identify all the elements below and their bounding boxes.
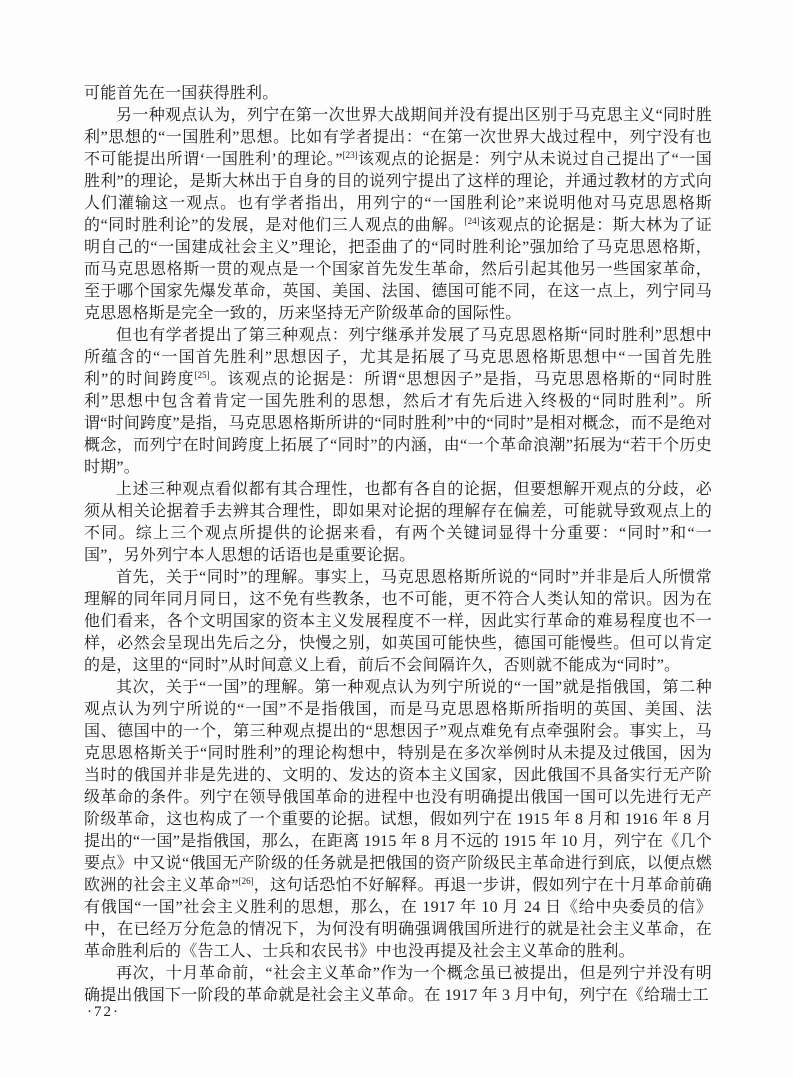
paragraph-continuation <box>84 83 712 105</box>
paragraph-october-revolution <box>84 963 712 1007</box>
footnote-ref-24: [24] <box>464 216 480 226</box>
paragraph-third-viewpoint <box>84 325 712 479</box>
text-segment: 该观点的论据是：斯大林为了证明自己的“一国建成社会主义”理论，把歪曲了的“同时胜利论”强加给了马克思恩格斯，而马克思恩格斯一贯的观点是一个国家首先发生革命，然后引起其他另一些国家革命，至于哪个国家先爆发革命，英国、美国、法国、德国可能不同，在这一点上，列宁同马克思恩格斯是完全一致的，历来坚持无产阶级革命的国际性。 <box>84 217 712 322</box>
text-segment: 另一种观点认为，列宁在第一次世界大战期间并没有提出区别于马克思主义“同时胜利”思想的“一国胜利”思想。比如有学者提出：“在第一次世界大战过程中，列宁没有也不可能提出所谓‘一国胜利’的理论。” <box>84 107 712 168</box>
footnote-ref-26: [26] <box>238 876 254 886</box>
paragraph-on-one-country <box>84 677 712 963</box>
paragraph-on-simultaneous <box>84 567 712 677</box>
paragraph-second-viewpoint <box>84 105 712 325</box>
footnote-ref-25: [25] <box>194 370 210 380</box>
text-segment: 可能首先在一国获得胜利。 <box>84 85 279 102</box>
text-segment: 首先，关于“同时”的理解。事实上，马克思恩格斯所说的“同时”并非是后人所惯常理解的同年同月同日，这不免有些教条，也不可能，更不符合人类认知的常识。因为在他们看来，各个文明国家的资本主义发展程度不一样，因此实行革命的难易程度也不一样，必然会呈现出先后之分，快慢之别，如英国可能快些，德国可能慢些。但可以肯定的是，这里的“同时”从时间意义上看，前后不会间隔许久，否则就不能成为“同时”。 <box>84 569 712 674</box>
text-segment: 其次，关于“一国”的理解。第一种观点认为列宁所说的“一国”就是指俄国，第二种观点认为列宁所说的“一国”不是指俄国，而是马克思恩格斯所指明的英国、美国、法国、德国中的一个，第三种观点提出的“思想因子”观点难免有点牵强附会。事实上，马克思恩格斯关于“同时胜利”的理论构想中，特别是在多次举例时从未提及过俄国，因为当时的俄国并非是先进的、文明的、发达的资本主义国家，因此俄国不具备实行无产阶级革命的条件。列宁在领导俄国革命的进程中也没有明确提出俄国一国可以先进行无产阶级革命，这也构成了一个重要的论据。试想，假如列宁在 1915 年 8 月和 1916 年 8 月提出的“一国”是指俄国，那么，在距离 1915 年 8 月不远的 1915 年 10 月，列宁在《几个要点》中又说“俄国无产阶级的任务就是把俄国的资产阶级民主革命进行到底，以便点燃欧洲的社会主义革命” <box>84 679 712 894</box>
text-segment: ，这句话恐怕不好解释。再退一步讲，假如列宁在十月革命前确有俄国“一国”社会主义胜利的思想，那么，在 1917 年 10 月 24 日《给中央委员的信》中，在已经万分危急的情况下，为何没有明确强调俄国所进行的就是社会主义革命，在革命胜利后的《告工人、士兵和农民书》中也没再提及社会主义革命的胜利。 <box>84 877 712 960</box>
text-segment: 。该观点的论据是：所谓“思想因子”是指，马克思恩格斯的“同时胜利”思想中包含着肯定一国先胜利的思想，然后才有先后进入终极的“同时胜利”。所谓“时间跨度”是指，马克思恩格斯所讲的“同时胜利”中的“同时”是相对概念，而不是绝对概念，而列宁在时间跨度上拓展了“同时”的内涵，由“一个革命浪潮”拓展为“若干个历史时期”。 <box>84 371 712 476</box>
text-segment: 再次，十月革命前，“社会主义革命”作为一个概念虽已被提出，但是列宁并没有明确提出俄国下一阶段的革命就是社会主义革命。在 1917 年 3 月中旬，列宁在《给瑞士工 <box>84 965 712 1004</box>
paragraph-summary <box>84 479 712 567</box>
text-segment: 该观点的论据是：列宁从未说过自己提出了“一国胜利”的理论，是斯大林出于自身的目的说列宁提出了这样的理论，并通过教材的方式向人们灌输这一观点。也有学者指出，用列宁的“一国胜利论”来说明他对马克思恩格斯的“同时胜利论”的发展，是对他们三人观点的曲解。 <box>84 151 712 234</box>
article-body <box>84 83 712 1007</box>
text-segment: 但也有学者提出了第三种观点：列宁继承并发展了马克思恩格斯“同时胜利”思想中所蕴含的“一国首先胜利”思想因子，尤其是拓展了马克思恩格斯思想中“一国首先胜利”的时间跨度 <box>84 327 712 388</box>
footnote-ref-23: [23] <box>342 150 358 160</box>
page-number: ·72· <box>87 1004 120 1020</box>
text-segment: 上述三种观点看似都有其合理性，也都有各自的论据，但要想解开观点的分歧，必须从相关论据着手去辨其合理性，即如果对论据的理解存在偏差，可能就导致观点上的不同。综上三个观点所提供的论据来看，有两个关键词显得十分重要：“同时”和“一国”，另外列宁本人思想的话语也是重要论据。 <box>84 481 712 564</box>
